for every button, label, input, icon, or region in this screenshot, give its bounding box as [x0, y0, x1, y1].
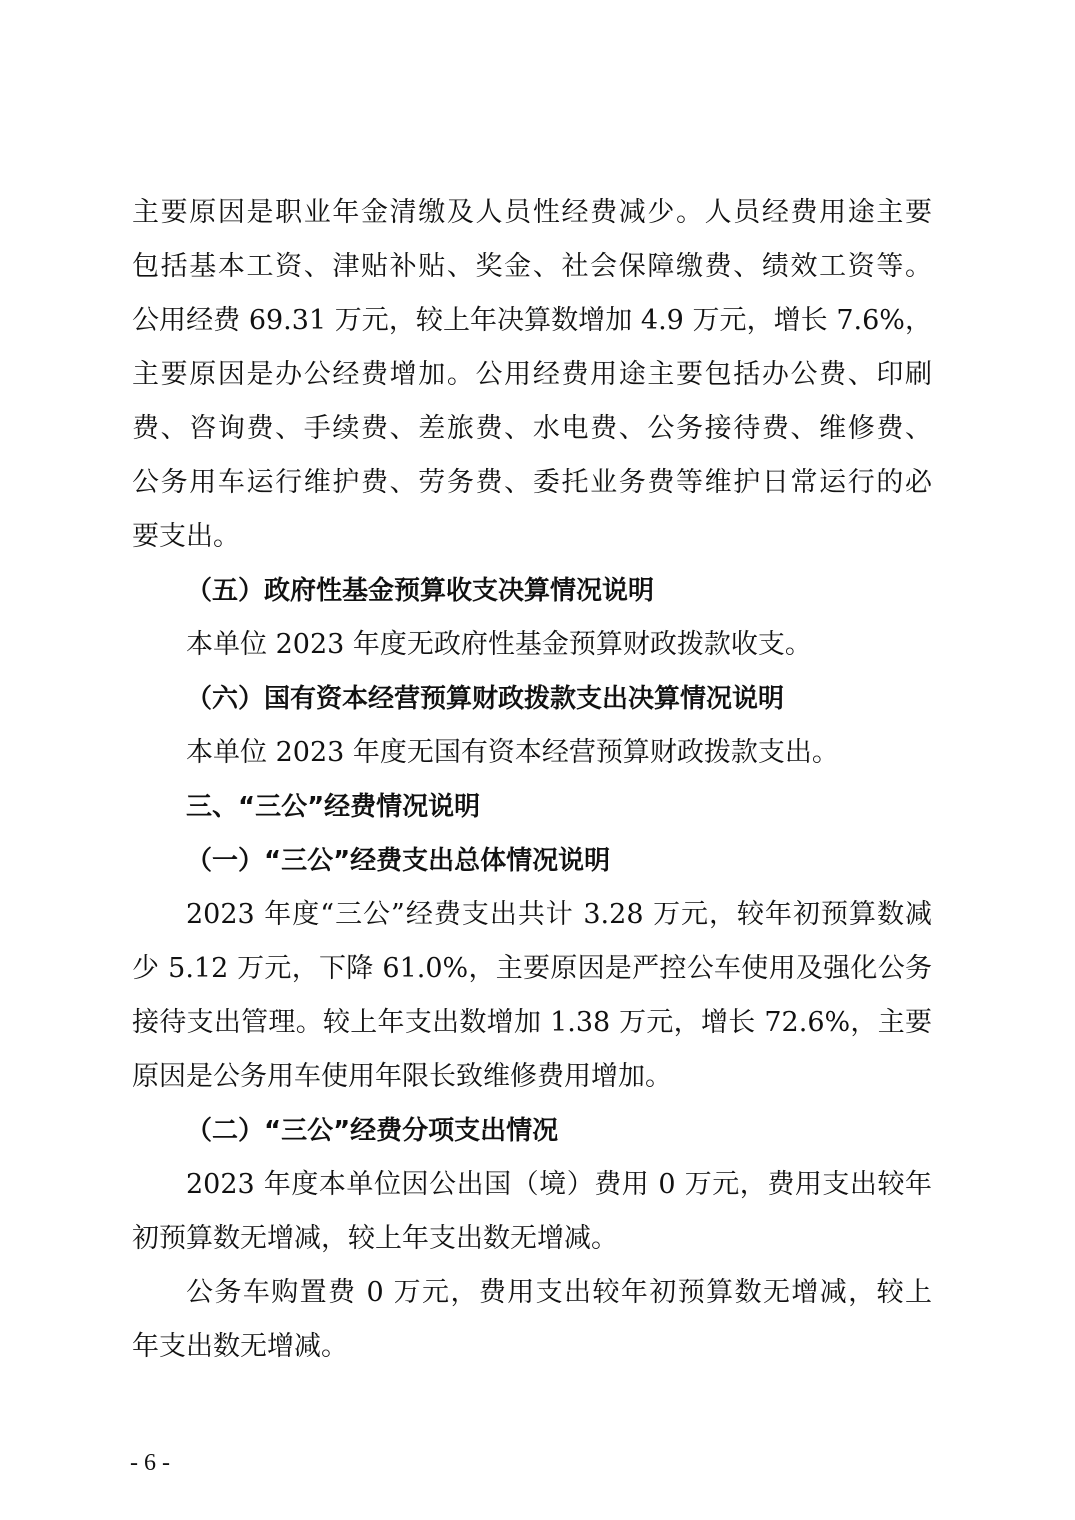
- paragraph-line: 接待支出管理。较上年支出数增加 1.38 万元，增长 72.6%，主要: [132, 1007, 932, 1038]
- paragraph-line: 本单位 2023 年度无政府性基金预算财政拨款收支。: [186, 629, 812, 660]
- chapter-heading: 三、“三公”经费情况说明: [186, 792, 481, 822]
- paragraph-line: 费、咨询费、手续费、差旅费、水电费、公务接待费、维修费、: [132, 413, 932, 444]
- paragraph-line: 本单位 2023 年度无国有资本经营预算财政拨款支出。: [186, 737, 839, 768]
- paragraph-line: 包括基本工资、津贴补贴、奖金、社会保障缴费、绩效工资等。: [132, 251, 932, 282]
- paragraph-line: 2023 年度“三公”经费支出共计 3.28 万元，较年初预算数减: [186, 899, 932, 930]
- paragraph-line: 年支出数无增减。: [132, 1331, 348, 1362]
- document-body: [132, 186, 932, 1374]
- paragraph-line: 主要原因是职业年金清缴及人员性经费减少。人员经费用途主要: [132, 197, 932, 228]
- paragraph-line: 公务车购置费 0 万元，费用支出较年初预算数无增减，较上: [186, 1277, 932, 1308]
- paragraph-line: 初预算数无增减，较上年支出数无增减。: [132, 1223, 618, 1254]
- paragraph-line: 主要原因是办公经费增加。公用经费用途主要包括办公费、印刷: [132, 359, 932, 390]
- section-heading: （一）“三公”经费支出总体情况说明: [186, 846, 611, 876]
- paragraph-line: 公务用车运行维护费、劳务费、委托业务费等维护日常运行的必: [132, 467, 932, 498]
- page-number: - 6 -: [130, 1450, 170, 1476]
- section-heading: （六）国有资本经营预算财政拨款支出决算情况说明: [186, 684, 785, 714]
- paragraph-line: 少 5.12 万元，下降 61.0%，主要原因是严控公车使用及强化公务: [132, 953, 932, 984]
- paragraph-line: 公用经费 69.31 万元，较上年决算数增加 4.9 万元，增长 7.6%，: [132, 305, 932, 336]
- section-heading: （五）政府性基金预算收支决算情况说明: [186, 576, 655, 606]
- paragraph-line: 要支出。: [132, 521, 240, 552]
- paragraph-line: 2023 年度本单位因公出国（境）费用 0 万元，费用支出较年: [186, 1169, 932, 1200]
- section-heading: （二）“三公”经费分项支出情况: [186, 1116, 559, 1146]
- paragraph-line: 原因是公务用车使用年限长致维修费用增加。: [132, 1061, 672, 1092]
